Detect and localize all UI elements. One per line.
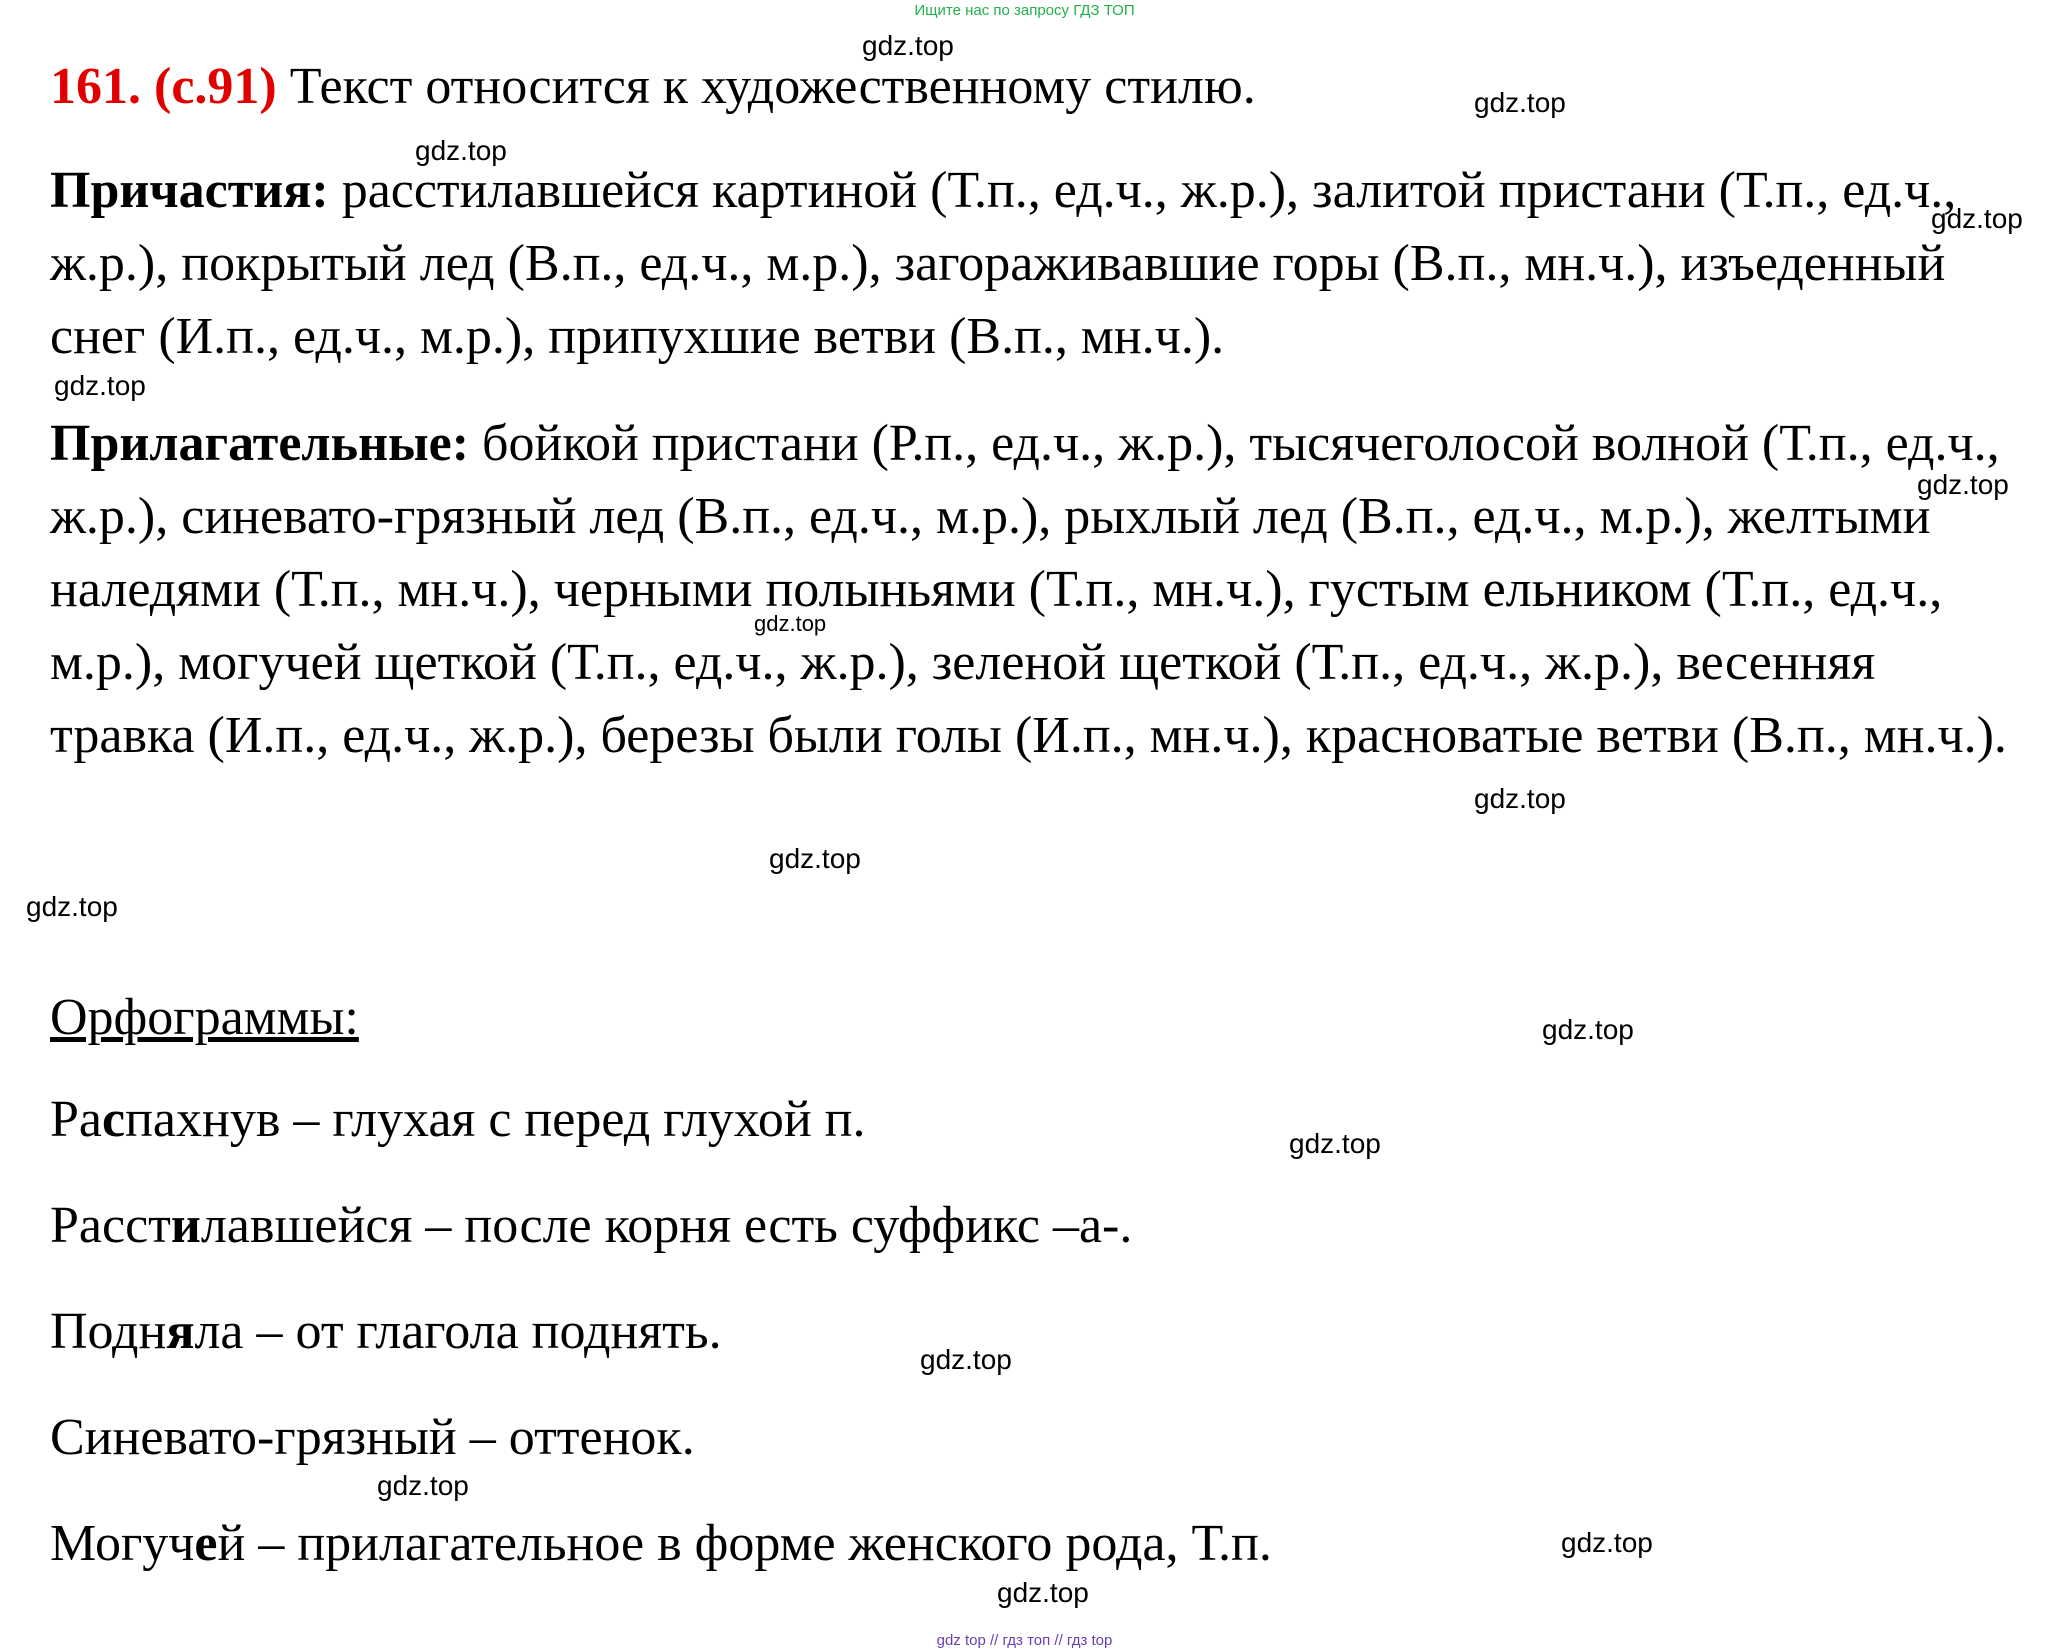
rule-line [50,1514,1272,1573]
watermark: gdz.top [1917,469,2009,500]
rule-highlight: с [102,1091,126,1148]
participles-text: расстилавшейся картиной (Т.п., ед.ч., ж.р.), залитой пристани (Т.п., ед.ч., ж.р.), покрытый лед (В.п., ед.ч., м.р.), загораживавшие горы (В.п., мн.ч.), изъеденный снег (И.п., ед.ч., м.р.), припухшие ветви (В.п., мн.ч.). [50,162,1957,365]
participles-paragraph [50,154,2030,373]
watermark: gdz.top [1931,203,2023,234]
rule-text: лавшейся – после корня есть суффикс –а-. [200,1197,1133,1254]
adjectives-label: Прилагательные: [50,415,470,472]
adjectives-paragraph [50,407,2030,772]
watermark: gdz.top [415,135,507,166]
exercise-heading [50,50,2030,123]
watermark: gdz.top [1542,1014,1634,1045]
watermark: gdz.top [1289,1128,1381,1159]
watermark: gdz.top [862,30,954,61]
rule-text: пахнув – глухая с перед глухой п. [125,1091,866,1148]
watermark: gdz.top [1561,1527,1653,1558]
rule-highlight: я [166,1303,195,1360]
watermark: gdz.top [26,891,118,922]
watermark: gdz.top [377,1470,469,1501]
adjectives-text: бойкой пристани (Р.п., ед.ч., ж.р.), тысячеголосой волной (Т.п., ед.ч., ж.р.), синевато-грязный лед (В.п., ед.ч., м.р.), рыхлый лед (В.п., ед.ч., м.р.), желтыми наледями (Т.п., мн.ч.), черными полыньями (Т.п., мн.ч.), густым ельником (Т.п., ед.ч., м.р.), могучей щеткой (Т.п., ед.ч., ж.р.), зеленой щеткой (Т.п., ед.ч., ж.р.), весенняя травка (И.п., ед.ч., ж.р.), березы были голы (И.п., мн.ч.), красноватые ветви (В.п., мн.ч.). [50,415,2007,764]
watermark: gdz.top [920,1344,1012,1375]
watermark: gdz.top [997,1577,1089,1608]
rule-line [50,1408,695,1467]
rule-line [50,1196,1132,1255]
rule-text: й – прилагательное в форме женского рода, Т.п. [217,1515,1272,1572]
rule-text: Расст [50,1197,171,1254]
watermark: gdz.top [54,370,146,401]
participles-label: Причастия: [50,162,329,219]
rule-highlight: е [194,1515,218,1572]
rule-text: Синевато-грязный – оттенок. [50,1409,695,1466]
rule-text: Подн [50,1303,167,1360]
watermark: gdz.top [754,611,827,636]
top-banner: Ищите нас по запросу ГДЗ ТОП [914,2,1135,19]
rule-line [50,1302,722,1361]
heading-text: Текст относится к художественному стилю. [289,58,1256,115]
rule-text: ла – от глагола поднять. [194,1303,722,1360]
rule-line [50,1090,865,1149]
bottom-banner: gdz top // гдз топ // гдз top [936,1632,1113,1649]
watermark: gdz.top [1474,87,1566,118]
watermark: gdz.top [769,843,861,874]
exercise-number: 161. (с.91) [50,58,277,115]
rule-highlight: и [170,1197,201,1254]
watermark: gdz.top [1474,783,1566,814]
rule-text: Могуч [50,1515,195,1572]
orthograms-title: Орфограммы: [50,989,359,1046]
rule-text: Ра [50,1091,102,1148]
